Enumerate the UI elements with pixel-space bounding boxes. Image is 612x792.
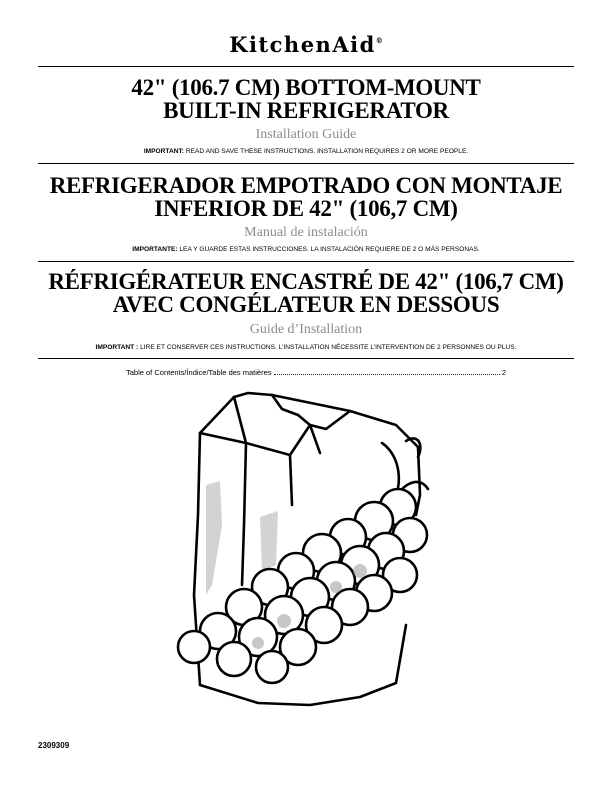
subtitle-english: Installation Guide [255,127,357,142]
title-line: REFRIGERADOR EMPOTRADO CON MONTAJE [49,173,563,198]
subtitle-spanish: Manual de instalación [244,225,368,240]
section-divider [38,261,574,262]
carton-and-grapes-illustration [160,385,460,715]
toc-page-number: 2 [501,368,506,377]
title-french [20,270,592,316]
section-divider [38,358,574,359]
title-spanish [20,174,592,220]
notice-spanish [20,246,592,253]
notice-label: IMPORTANT: [143,148,184,155]
section-divider [38,163,574,164]
title-line: BUILT-IN REFRIGERATOR [163,98,449,123]
notice-label: IMPORTANTE: [132,246,178,253]
title-line: INFERIOR DE 42" (106,7 CM) [154,196,458,221]
document-number: 2309309 [38,741,70,750]
notice-english [20,148,592,155]
toc-label: Table of Contents/Índice/Table des matières [126,368,272,377]
subtitle-french: Guide d’Installation [249,322,363,337]
top-divider [38,66,574,67]
title-line: RÉFRIGÉRATEUR ENCASTRÉ DE 42" (106,7 CM) [48,269,564,294]
title-line: 42" (106.7 CM) BOTTOM-MOUNT [131,75,481,100]
brand-name: KitchenAid [229,32,376,57]
notice-text: LEA Y GUARDE ESTAS INSTRUCCIONES. LA INSTALACIÓN REQUIERE DE 2 O MÁS PERSONAS. [177,246,480,253]
toc-leader-dots [274,367,500,375]
notice-label: IMPORTANT : [95,344,139,351]
title-line: AVEC CONGÉLATEUR EN DESSOUS [112,292,500,317]
notice-text: READ AND SAVE THESE INSTRUCTIONS. INSTALLATION REQUIRES 2 OR MORE PEOPLE. [183,148,469,155]
notice-french [20,344,592,351]
registered-mark: ® [375,36,383,45]
table-of-contents-link[interactable] [126,367,506,379]
notice-text: LIRE ET CONSERVER CES INSTRUCTIONS. L’INSTALLATION NÉCESSITE L’INTERVENTION DE 2 PERSONNES OU PLUS. [138,344,517,351]
title-english [20,76,592,122]
brand-logo [0,32,612,57]
